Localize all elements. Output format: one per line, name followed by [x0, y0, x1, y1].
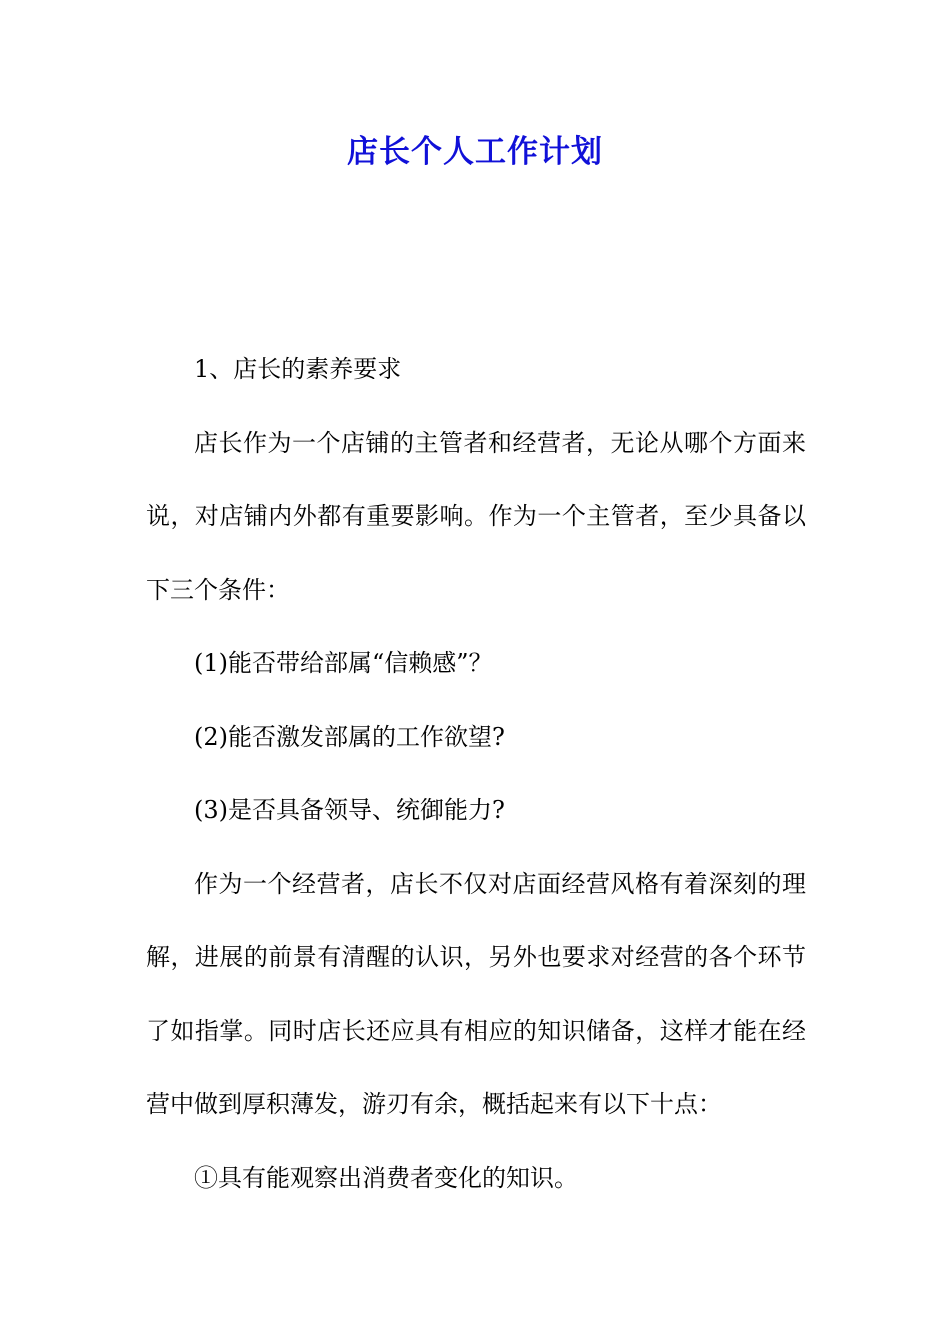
- list-item: (2)能否激发部属的工作欲望?: [194, 722, 505, 751]
- document-body: [146, 333, 806, 1215]
- section-heading: 1、店长的素养要求: [194, 355, 402, 383]
- paragraph: 作为一个经营者，店长不仅对店面经营风格有着深刻的理解，进展的前景有清醒的认识，另外也要求对经营的各个环节了如指掌。同时店长还应具有相应的知识储备，这样才能在经营中做到厚积薄发，游刃有余，概括起来有以下十点：: [146, 869, 806, 1118]
- list-item: ①具有能观察出消费者变化的知识。: [194, 1163, 578, 1192]
- list-item: (1)能否带给部属“信赖感”？: [194, 649, 493, 677]
- document-title: 店长个人工作计划: [347, 134, 603, 170]
- list-item: (3)是否具备领导、统御能力?: [194, 796, 505, 824]
- paragraph: 店长作为一个店铺的主管者和经营者，无论从哪个方面来说，对店铺内外都有重要影响。作为一个主管者，至少具备以下三个条件：: [146, 428, 806, 604]
